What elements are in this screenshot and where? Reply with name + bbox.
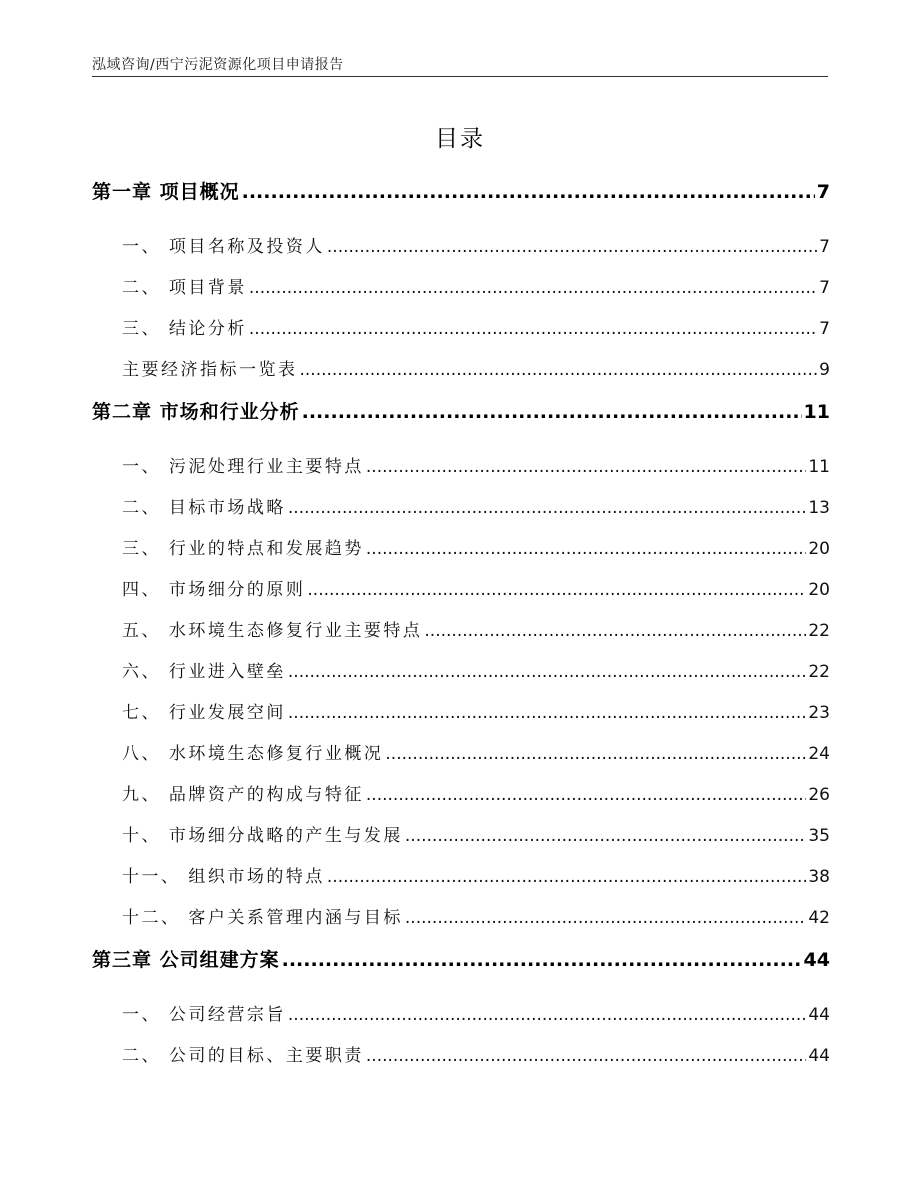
dot-leader [300, 360, 818, 380]
toc-page-number: 22 [808, 621, 830, 641]
toc-page-number: 13 [808, 498, 830, 518]
dot-leader [288, 662, 806, 682]
toc-page-number: 35 [808, 826, 830, 846]
dot-leader [385, 744, 806, 764]
toc-page-number: 7 [819, 237, 830, 257]
dot-leader [327, 867, 806, 887]
toc-section-label: 六、 行业进入壁垒 [122, 662, 286, 682]
toc-section-label: 四、 市场细分的原则 [122, 580, 306, 600]
toc-page-number: 44 [803, 949, 830, 971]
toc-section-label: 九、 品牌资产的构成与特征 [122, 785, 364, 805]
toc-section[interactable] [92, 493, 830, 534]
toc-chapter-label: 第一章 项目概况 [92, 181, 240, 203]
toc-page-number: 11 [808, 457, 830, 477]
dot-leader [242, 181, 815, 203]
toc-page-number: 9 [819, 360, 830, 380]
toc-section-label: 三、 行业的特点和发展趋势 [122, 539, 364, 559]
dot-leader [366, 1046, 806, 1066]
toc-page-number: 23 [808, 703, 830, 723]
dot-leader [288, 498, 806, 518]
toc-page-number: 42 [808, 908, 830, 928]
toc-section-label: 三、 结论分析 [122, 319, 247, 339]
toc-page-number: 26 [808, 785, 830, 805]
toc-section[interactable] [92, 575, 830, 616]
header-divider [92, 76, 828, 77]
toc-section-label: 一、 污泥处理行业主要特点 [122, 457, 364, 477]
toc-section[interactable] [92, 314, 830, 355]
toc-section-label: 七、 行业发展空间 [122, 703, 286, 723]
toc-chapter-2[interactable] [92, 397, 830, 440]
toc-section[interactable] [92, 698, 830, 739]
toc-page-number: 7 [816, 181, 830, 203]
toc-section-label: 主要经济指标一览表 [122, 360, 298, 380]
toc-section[interactable] [92, 232, 830, 273]
dot-leader [405, 908, 806, 928]
toc-section[interactable] [92, 1000, 830, 1041]
toc-chapter-3[interactable] [92, 945, 830, 988]
dot-leader [307, 580, 806, 600]
toc-section[interactable] [92, 903, 830, 944]
toc-section-label: 二、 公司的目标、主要职责 [122, 1046, 364, 1066]
toc-section-label: 十一、 组织市场的特点 [122, 867, 325, 887]
toc-section-label: 八、 水环境生态修复行业概况 [122, 744, 384, 764]
toc-chapter-label: 第二章 市场和行业分析 [92, 401, 300, 423]
toc-section-label: 二、 目标市场战略 [122, 498, 286, 518]
dot-leader [424, 621, 806, 641]
toc-page-number: 7 [819, 319, 830, 339]
toc-section[interactable] [92, 821, 830, 862]
toc-section[interactable] [92, 616, 830, 657]
toc-section-label: 一、 公司经营宗旨 [122, 1005, 286, 1025]
dot-leader [327, 237, 817, 257]
toc-page-number: 38 [808, 867, 830, 887]
toc-page-number: 20 [808, 580, 830, 600]
dot-leader [288, 703, 806, 723]
toc-section-label: 十、 市场细分战略的产生与发展 [122, 826, 403, 846]
toc-page-number: 20 [808, 539, 830, 559]
toc-section-label: 一、 项目名称及投资人 [122, 237, 325, 257]
toc-page-number: 11 [803, 401, 830, 423]
toc-page-number: 7 [819, 278, 830, 298]
toc-section[interactable] [92, 273, 830, 314]
toc-section[interactable] [92, 1041, 830, 1082]
toc-chapter-label: 第三章 公司组建方案 [92, 949, 280, 971]
dot-leader [282, 949, 802, 971]
toc-section-label: 十二、 客户关系管理内涵与目标 [122, 908, 403, 928]
toc-section-label: 二、 项目背景 [122, 278, 247, 298]
toc-section-label: 五、 水环境生态修复行业主要特点 [122, 621, 423, 641]
toc-section[interactable] [92, 657, 830, 698]
dot-leader [249, 319, 817, 339]
toc-page-number: 44 [808, 1005, 830, 1025]
dot-leader [288, 1005, 806, 1025]
toc-page-number: 44 [808, 1046, 830, 1066]
toc-page-number: 22 [808, 662, 830, 682]
dot-leader [405, 826, 806, 846]
toc-section[interactable] [92, 739, 830, 780]
table-of-contents [92, 176, 830, 1082]
dot-leader [366, 785, 806, 805]
toc-section[interactable] [92, 862, 830, 903]
toc-section[interactable] [92, 534, 830, 575]
dot-leader [366, 457, 806, 477]
running-header: 泓域咨询/西宁污泥资源化项目申请报告 [92, 57, 344, 73]
toc-page-number: 24 [808, 744, 830, 764]
toc-section[interactable] [92, 452, 830, 493]
toc-title: 目录 [435, 126, 485, 152]
dot-leader [366, 539, 806, 559]
dot-leader [249, 278, 817, 298]
toc-section[interactable] [92, 780, 830, 821]
toc-section[interactable] [92, 355, 830, 396]
dot-leader [302, 401, 802, 423]
toc-chapter-1[interactable] [92, 177, 830, 220]
